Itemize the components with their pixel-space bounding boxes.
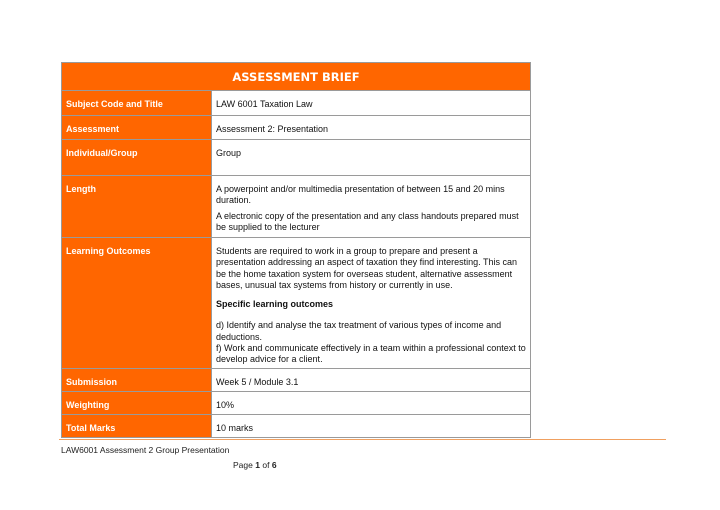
- outcome-f: f) Work and communicate effectively in a team within a professional context to develop advice for a client.: [216, 342, 526, 364]
- page-number: [233, 460, 277, 470]
- row-label-assessment: Assessment: [62, 116, 212, 139]
- row-value-submission: Week 5 / Module 3.1: [216, 377, 299, 387]
- row-label-marks: Total Marks: [62, 415, 212, 437]
- table-row: [62, 91, 530, 116]
- footer-text: LAW6001 Assessment 2 Group Presentation: [61, 445, 230, 455]
- table-row: [62, 392, 530, 415]
- row-value-outcomes: [212, 238, 530, 368]
- row-label-subject: Subject Code and Title: [62, 91, 212, 115]
- page-current: 1: [255, 460, 260, 470]
- outcome-d: d) Identify and analyse the tax treatment of various types of income and deductions.: [216, 320, 502, 342]
- table-row: [62, 140, 530, 176]
- row-value-marks: 10 marks: [216, 423, 254, 433]
- footer-divider: [59, 439, 666, 440]
- row-value-individual: Group: [216, 148, 242, 158]
- outcomes-paragraph: Students are required to work in a group to prepare and present a presentation addressing an aspect of taxation they find interesting. This can be the home taxation system for overseas student, alternative assessment bases, unusual tax systems from history or currently in use.: [216, 246, 518, 290]
- row-label-individual: Individual/Group: [62, 140, 212, 175]
- row-value-length: [212, 176, 530, 237]
- table-row: [62, 176, 530, 238]
- outcomes-heading: Specific learning outcomes: [216, 299, 334, 309]
- assessment-brief-table: [61, 62, 531, 438]
- row-label-weighting: Weighting: [62, 392, 212, 414]
- row-value-subject: LAW 6001 Taxation Law: [216, 99, 313, 109]
- length-paragraph: A electronic copy of the presentation and any class handouts prepared must be supplied to the lecturer: [216, 210, 519, 232]
- row-label-outcomes: Learning Outcomes: [62, 238, 212, 368]
- page-of: of: [262, 460, 270, 470]
- page-total: 6: [271, 460, 277, 470]
- table-row: [62, 116, 530, 140]
- length-paragraph: A powerpoint and/or multimedia presentation of between 15 and 20 mins duration.: [216, 184, 505, 206]
- table-row: [62, 238, 530, 369]
- table-row: [62, 369, 530, 392]
- row-label-submission: Submission: [62, 369, 212, 391]
- table-row: [62, 415, 530, 437]
- row-value-assessment: Assessment 2: Presentation: [216, 124, 329, 134]
- row-value-weighting: 10%: [216, 400, 235, 410]
- row-label-length: Length: [62, 176, 212, 237]
- page-prefix: Page: [233, 460, 253, 470]
- table-title: ASSESSMENT BRIEF: [62, 63, 530, 91]
